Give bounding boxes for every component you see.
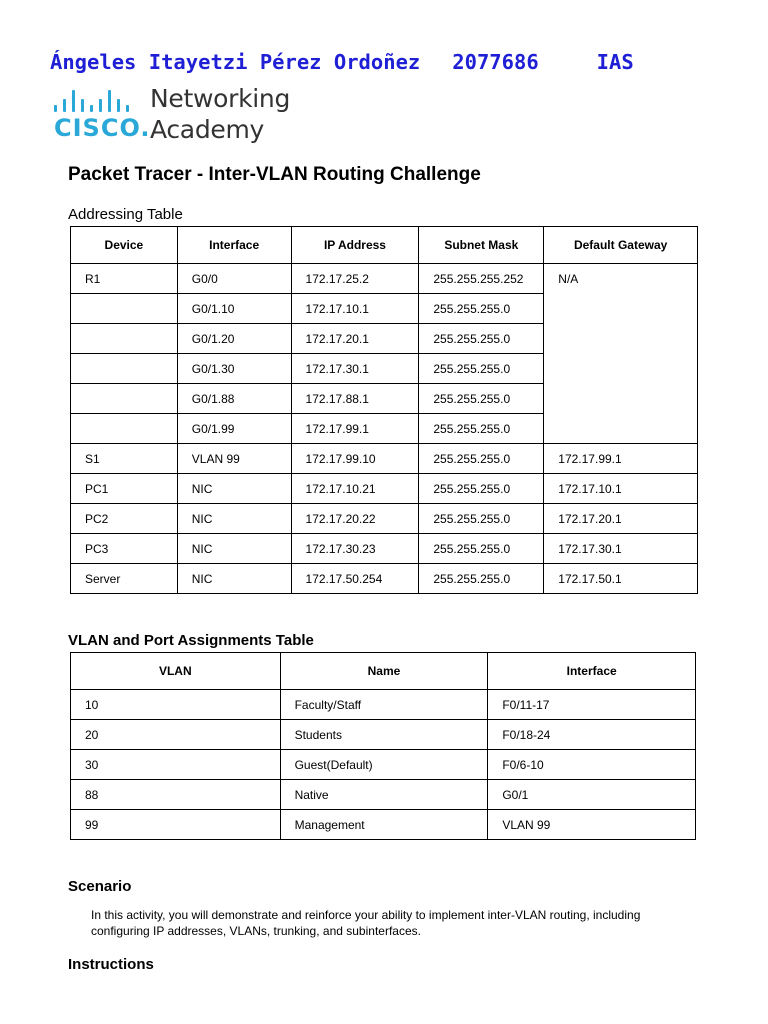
cell-device <box>71 354 178 384</box>
cell-name: Guest(Default) <box>280 750 488 780</box>
table-row <box>71 810 696 840</box>
cell-interface: VLAN 99 <box>177 444 291 474</box>
cell-vlan: 99 <box>71 810 281 840</box>
table-row <box>71 534 698 564</box>
cell-subnet-mask: 255.255.255.252 <box>419 264 544 294</box>
cell-ip-address: 172.17.50.254 <box>291 564 419 594</box>
cell-interface: F0/6-10 <box>488 750 696 780</box>
cell-device: Server <box>71 564 178 594</box>
table-row <box>71 474 698 504</box>
cell-ip-address: 172.17.30.1 <box>291 354 419 384</box>
cisco-bars-icon <box>54 90 144 112</box>
cell-ip-address: 172.17.20.22 <box>291 504 419 534</box>
cell-name: Management <box>280 810 488 840</box>
cell-subnet-mask: 255.255.255.0 <box>419 384 544 414</box>
table-row <box>71 564 698 594</box>
cell-interface: G0/1.88 <box>177 384 291 414</box>
cell-interface: NIC <box>177 504 291 534</box>
cell-ip-address: 172.17.30.23 <box>291 534 419 564</box>
table-row <box>71 264 698 294</box>
cell-vlan: 88 <box>71 780 281 810</box>
cell-ip-address: 172.17.88.1 <box>291 384 419 414</box>
cell-interface: G0/1.10 <box>177 294 291 324</box>
cell-ip-address: 172.17.99.10 <box>291 444 419 474</box>
cell-device: S1 <box>71 444 178 474</box>
cell-name: Students <box>280 720 488 750</box>
instructions-heading: Instructions <box>68 956 154 973</box>
cell-device <box>71 294 178 324</box>
cell-subnet-mask: 255.255.255.0 <box>419 474 544 504</box>
student-id: 2077686 <box>452 50 539 74</box>
col-header-default-gateway: Default Gateway <box>544 227 698 264</box>
cell-device <box>71 324 178 354</box>
cell-subnet-mask: 255.255.255.0 <box>419 444 544 474</box>
table-row <box>71 750 696 780</box>
cell-subnet-mask: 255.255.255.0 <box>419 534 544 564</box>
cell-interface: NIC <box>177 474 291 504</box>
cell-device: R1 <box>71 264 178 294</box>
cell-interface: G0/0 <box>177 264 291 294</box>
cell-interface: G0/1.20 <box>177 324 291 354</box>
cell-device <box>71 384 178 414</box>
cell-default-gateway: 172.17.50.1 <box>544 564 698 594</box>
cell-default-gateway: 172.17.10.1 <box>544 474 698 504</box>
col-header-ip-address: IP Address <box>291 227 419 264</box>
author-name: Ángeles Itayetzi Pérez Ordoñez <box>50 50 421 74</box>
table-row <box>71 690 696 720</box>
table-row <box>71 504 698 534</box>
cell-subnet-mask: 255.255.255.0 <box>419 504 544 534</box>
col-header-device: Device <box>71 227 178 264</box>
document-title: Packet Tracer - Inter-VLAN Routing Challenge <box>68 164 481 185</box>
group-code: IAS <box>596 50 634 74</box>
table-row <box>71 444 698 474</box>
addressing-table <box>70 226 698 594</box>
cell-vlan: 30 <box>71 750 281 780</box>
cell-ip-address: 172.17.20.1 <box>291 324 419 354</box>
addressing-table-header <box>71 227 698 264</box>
scenario-text: In this activity, you will demonstrate and reinforce your ability to implement inter-VLAN routing, including configuring IP addresses, VLANs, trunking, and subinterfaces. <box>91 908 641 938</box>
cell-default-gateway: 172.17.20.1 <box>544 504 698 534</box>
vlan-port-assignments-table <box>70 652 696 840</box>
cell-subnet-mask: 255.255.255.0 <box>419 564 544 594</box>
cell-subnet-mask: 255.255.255.0 <box>419 414 544 444</box>
cell-device <box>71 414 178 444</box>
cisco-networking-academy-logo <box>54 84 314 146</box>
col-header-interface: Interface <box>177 227 291 264</box>
cell-ip-address: 172.17.25.2 <box>291 264 419 294</box>
cell-vlan: 20 <box>71 720 281 750</box>
cell-interface: G0/1.30 <box>177 354 291 384</box>
cell-interface: VLAN 99 <box>488 810 696 840</box>
author-line <box>50 50 634 74</box>
cell-default-gateway: 172.17.99.1 <box>544 444 698 474</box>
cell-ip-address: 172.17.10.1 <box>291 294 419 324</box>
col-header-interface: Interface <box>488 653 696 690</box>
col-header-subnet-mask: Subnet Mask <box>419 227 544 264</box>
logo-line-networking: Networking <box>150 84 291 113</box>
cell-default-gateway: 172.17.30.1 <box>544 534 698 564</box>
cell-subnet-mask: 255.255.255.0 <box>419 294 544 324</box>
cell-device: PC1 <box>71 474 178 504</box>
col-header-vlan: VLAN <box>71 653 281 690</box>
cisco-wordmark: CISCO. <box>54 114 151 142</box>
addressing-table-heading: Addressing Table <box>68 206 183 223</box>
cell-ip-address: 172.17.10.21 <box>291 474 419 504</box>
scenario-heading: Scenario <box>68 878 132 895</box>
cell-device: PC2 <box>71 504 178 534</box>
cell-device: PC3 <box>71 534 178 564</box>
cell-interface: NIC <box>177 564 291 594</box>
cell-subnet-mask: 255.255.255.0 <box>419 324 544 354</box>
cell-interface: F0/18-24 <box>488 720 696 750</box>
cell-name: Native <box>280 780 488 810</box>
col-header-name: Name <box>280 653 488 690</box>
cell-interface: NIC <box>177 534 291 564</box>
cell-vlan: 10 <box>71 690 281 720</box>
logo-line-academy: Academy <box>150 115 265 144</box>
cell-interface: G0/1 <box>488 780 696 810</box>
cell-subnet-mask: 255.255.255.0 <box>419 354 544 384</box>
cell-default-gateway: N/A <box>544 264 698 444</box>
table-row <box>71 780 696 810</box>
cell-ip-address: 172.17.99.1 <box>291 414 419 444</box>
cell-name: Faculty/Staff <box>280 690 488 720</box>
cell-interface: G0/1.99 <box>177 414 291 444</box>
table-row <box>71 720 696 750</box>
vlan-table-heading: VLAN and Port Assignments Table <box>68 632 314 649</box>
cell-interface: F0/11-17 <box>488 690 696 720</box>
vlan-table-header <box>71 653 696 690</box>
